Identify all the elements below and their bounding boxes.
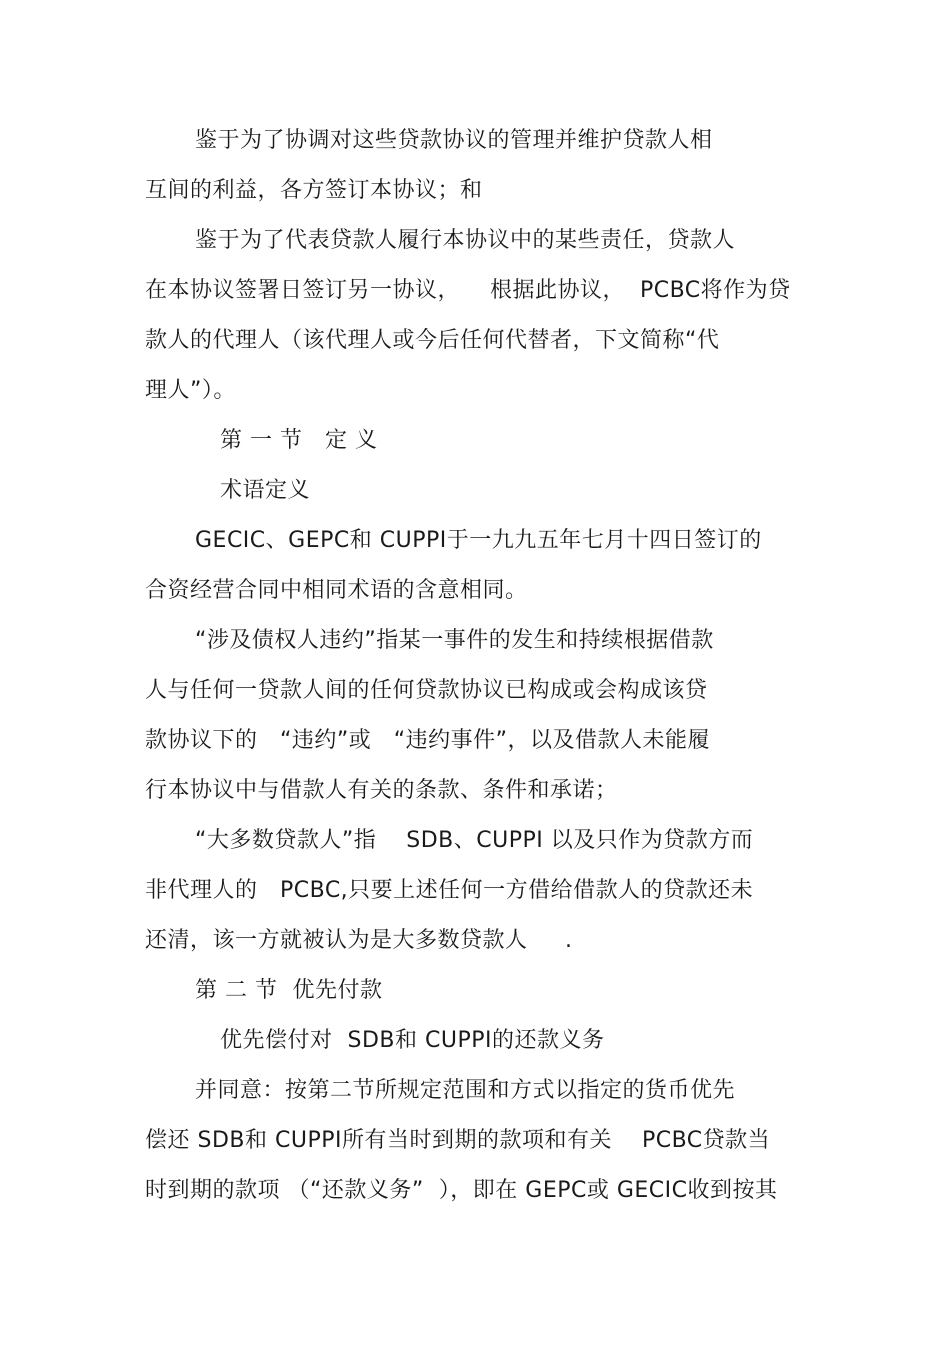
paragraph-line-17: 还清，该一方就被认为是大多数贷款人 . <box>145 928 573 953</box>
paragraph-line-14: 行本协议中与借款人有关的条款、条件和承诺； <box>145 778 618 803</box>
paragraph-line-20: 并同意：按第二节所规定范围和方式以指定的货币优先 <box>195 1078 736 1103</box>
subheading-definitions: 术语定义 <box>220 478 311 503</box>
section-heading-2: 第 二 节 优先付款 <box>195 978 383 1003</box>
paragraph-line-13: 款协议下的 “违约”或 “违约事件”，以及借款人未能履 <box>145 728 711 753</box>
paragraph-line-3: 鉴于为了代表贷款人履行本协议中的某些责任，贷款人 <box>195 228 736 253</box>
section-heading-1: 第 一 节 定 义 <box>220 428 378 453</box>
paragraph-line-21: 偿还 SDB和 CUPPI所有当时到期的款项和有关 PCBC贷款当 <box>145 1128 771 1153</box>
paragraph-line-11: “涉及债权人违约”指某一事件的发生和持续根据借款 <box>195 628 714 653</box>
paragraph-line-1: 鉴于为了协调对这些贷款协议的管理并维护贷款人相 <box>195 128 713 153</box>
paragraph-line-22: 时到期的款项 （“还款义务” ），即在 GEPC或 GECIC收到按其 <box>145 1178 778 1203</box>
paragraph-line-6: 理人”）。 <box>145 378 236 403</box>
paragraph-line-15: “大多数贷款人”指 SDB、CUPPI 以及只作为贷款方而 <box>195 828 754 853</box>
paragraph-line-12: 人与任何一贷款人间的任何贷款协议已构成或会构成该贷 <box>145 678 708 703</box>
paragraph-line-4: 在本协议签署日签订另一协议， 根据此协议， PCBC将作为贷 <box>145 278 791 303</box>
paragraph-line-2: 互间的利益，各方签订本协议；和 <box>145 178 483 203</box>
paragraph-line-10: 合资经营合同中相同术语的含意相同。 <box>145 578 528 603</box>
paragraph-line-16: 非代理人的 PCBC,只要上述任何一方借给借款人的贷款还未 <box>145 878 754 903</box>
subheading-priority: 优先偿付对 SDB和 CUPPI的还款义务 <box>220 1028 605 1053</box>
paragraph-line-5: 款人的代理人（该代理人或今后任何代替者，下文简称“代 <box>145 328 720 353</box>
paragraph-line-9: GECIC、GEPC和 CUPPI于一九九五年七月十四日签订的 <box>195 528 762 553</box>
